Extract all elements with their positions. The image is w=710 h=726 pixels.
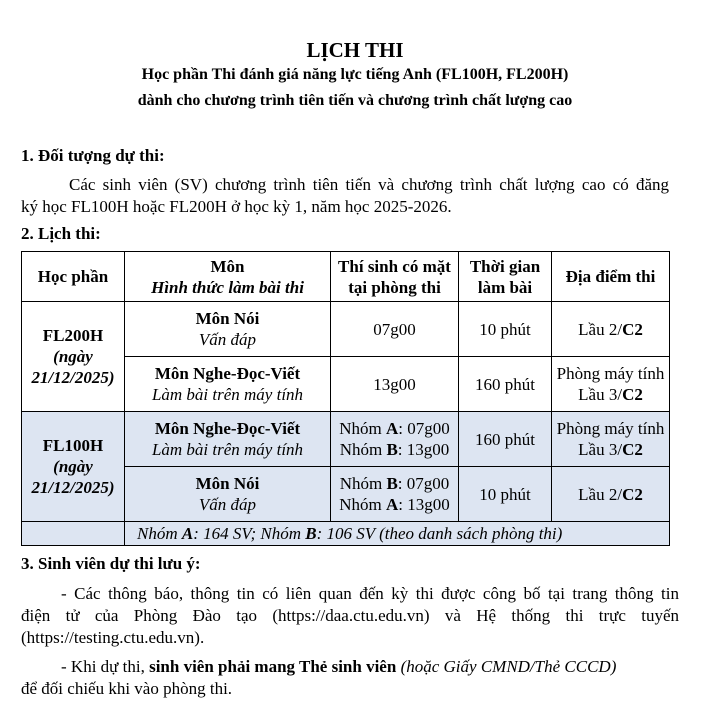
subject-cell — [125, 302, 331, 357]
group-prefix: Nhóm — [339, 419, 386, 438]
duration: 10 phút — [459, 302, 552, 357]
note-spacer — [22, 522, 125, 546]
location — [552, 302, 670, 357]
note-group-a: A — [181, 524, 194, 543]
duration: 160 phút — [459, 357, 552, 412]
location — [552, 412, 670, 467]
subject-name: Môn Nghe-Đọc-Viết — [154, 419, 301, 438]
attendance-time: 07g00 — [331, 302, 459, 357]
location-room: C2 — [622, 440, 643, 459]
location-floor: Lầu 2/ — [578, 484, 623, 504]
note-2-line-1 — [61, 656, 681, 678]
fl100h-date-line-1: (ngày — [53, 457, 93, 476]
subject-name: Môn Nghe-Đọc-Viết — [154, 364, 301, 383]
header-course: Học phần — [22, 252, 125, 302]
note-group-b: B — [305, 524, 317, 543]
note-2-intro: - Khi dự thi, — [61, 657, 150, 676]
note-1-line-3: (https://testing.ctu.edu.vn). — [21, 628, 205, 647]
section-3-heading: 3. Sinh viên dự thi lưu ý: — [21, 554, 201, 573]
note-part: : 106 SV (theo danh sách phòng thi) — [316, 524, 563, 543]
attendance-groups — [331, 467, 459, 522]
header-duration-line-1: Thời gian — [469, 256, 541, 276]
header-duration — [459, 252, 552, 302]
fl100h-course-cell — [22, 412, 125, 522]
group-count-note — [125, 522, 670, 546]
subject-format: Làm bài trên máy tính — [151, 385, 304, 404]
attendance-time: 13g00 — [331, 357, 459, 412]
section-1-line-2: ký học FL100H hoặc FL200H ở học kỳ 1, năm học 2025-2026. — [21, 197, 452, 216]
group-time: : 13g00 — [397, 440, 450, 459]
location-floor: Lầu 3/ — [578, 385, 623, 404]
group-time: : 13g00 — [398, 495, 450, 514]
group-time-line — [333, 473, 456, 494]
group-time: : 07g00 — [398, 419, 450, 438]
table-row — [22, 302, 670, 357]
page-title: LỊCH THI — [306, 38, 404, 62]
group-label: B — [386, 440, 398, 459]
subtitle-line-1: Học phần Thi đánh giá năng lực tiếng Anh (FL100H, FL200H) — [141, 66, 569, 83]
location-line-2 — [554, 384, 667, 405]
note-2-line-2: để đối chiếu khi vào phòng thi. — [21, 679, 233, 698]
location — [552, 467, 670, 522]
location-room: C2 — [622, 484, 643, 504]
location-line-1: Phòng máy tính — [556, 364, 665, 383]
header-format-label: Hình thức làm bài thi — [151, 277, 304, 297]
fl200h-course-code: FL200H — [42, 326, 104, 345]
fl200h-course-cell — [22, 302, 125, 412]
header-subject — [125, 252, 331, 302]
location-line-1: Phòng máy tính — [556, 419, 665, 438]
duration: 10 phút — [459, 467, 552, 522]
header-attendance — [331, 252, 459, 302]
header-attendance-line-1: Thí sinh có mặt — [338, 256, 451, 276]
subject-cell — [125, 467, 331, 522]
group-time-line — [333, 418, 456, 439]
header-attendance-line-2: tại phòng thi — [348, 277, 441, 297]
fl100h-course-code: FL100H — [42, 436, 104, 455]
header-location: Địa điểm thi — [552, 252, 670, 302]
note-part: Nhóm — [137, 524, 182, 543]
note-part: : 164 SV; Nhóm — [193, 524, 306, 543]
subject-format: Vấn đáp — [198, 495, 257, 514]
fl200h-date-line-2: 21/12/2025) — [31, 368, 115, 387]
note-1-line-1: - Các thông báo, thông tin có liên quan đến kỳ thi được công bố tại trang thông tin — [61, 584, 679, 603]
location-floor: Lầu 2/ — [578, 319, 623, 339]
group-time-line — [333, 494, 456, 515]
fl100h-date-line-2: 21/12/2025) — [31, 478, 115, 497]
subject-cell — [125, 357, 331, 412]
header-duration-line-2: làm bài — [477, 277, 533, 297]
location-line-2 — [554, 439, 667, 460]
subject-cell — [125, 412, 331, 467]
group-prefix: Nhóm — [339, 440, 387, 459]
location-room: C2 — [622, 385, 643, 404]
table-note-row — [22, 522, 670, 546]
note-2-alt-id: (hoặc Giấy CMND/Thẻ CCCD) — [396, 657, 617, 676]
header-subject-label: Môn — [210, 256, 245, 276]
fl200h-date-line-1: (ngày — [53, 347, 93, 366]
exam-schedule-table — [21, 251, 670, 546]
group-time: : 07g00 — [397, 474, 450, 493]
note-1-line-2: điện tử của Phòng Đào tạo (https://daa.ctu.edu.vn) và Hệ thống thi trực tuyến — [21, 606, 679, 625]
group-label: B — [386, 474, 398, 493]
table-row — [22, 412, 670, 467]
group-prefix: Nhóm — [339, 474, 387, 493]
attendance-groups — [331, 412, 459, 467]
location-room: C2 — [622, 319, 643, 339]
subject-name: Môn Nói — [195, 474, 260, 493]
location — [552, 357, 670, 412]
subject-format: Làm bài trên máy tính — [151, 440, 304, 459]
location-floor: Lầu 3/ — [578, 440, 623, 459]
subtitle-line-2: dành cho chương trình tiên tiến và chương trình chất lượng cao — [137, 92, 573, 109]
note-2-emphasis: sinh viên phải mang Thẻ sinh viên — [149, 657, 397, 676]
subject-name: Môn Nói — [195, 309, 260, 328]
duration: 160 phút — [459, 412, 552, 467]
table-header-row — [22, 252, 670, 302]
subject-format: Vấn đáp — [198, 330, 257, 349]
section-2-heading: 2. Lịch thi: — [21, 224, 101, 243]
group-label: A — [385, 419, 399, 438]
section-1-heading: 1. Đối tượng dự thi: — [21, 146, 165, 165]
group-prefix: Nhóm — [339, 495, 386, 514]
section-1-line-1: Các sinh viên (SV) chương trình tiên tiến và chương trình chất lượng cao có đăng — [69, 175, 669, 194]
group-time-line — [333, 439, 456, 460]
group-label: A — [385, 495, 399, 514]
